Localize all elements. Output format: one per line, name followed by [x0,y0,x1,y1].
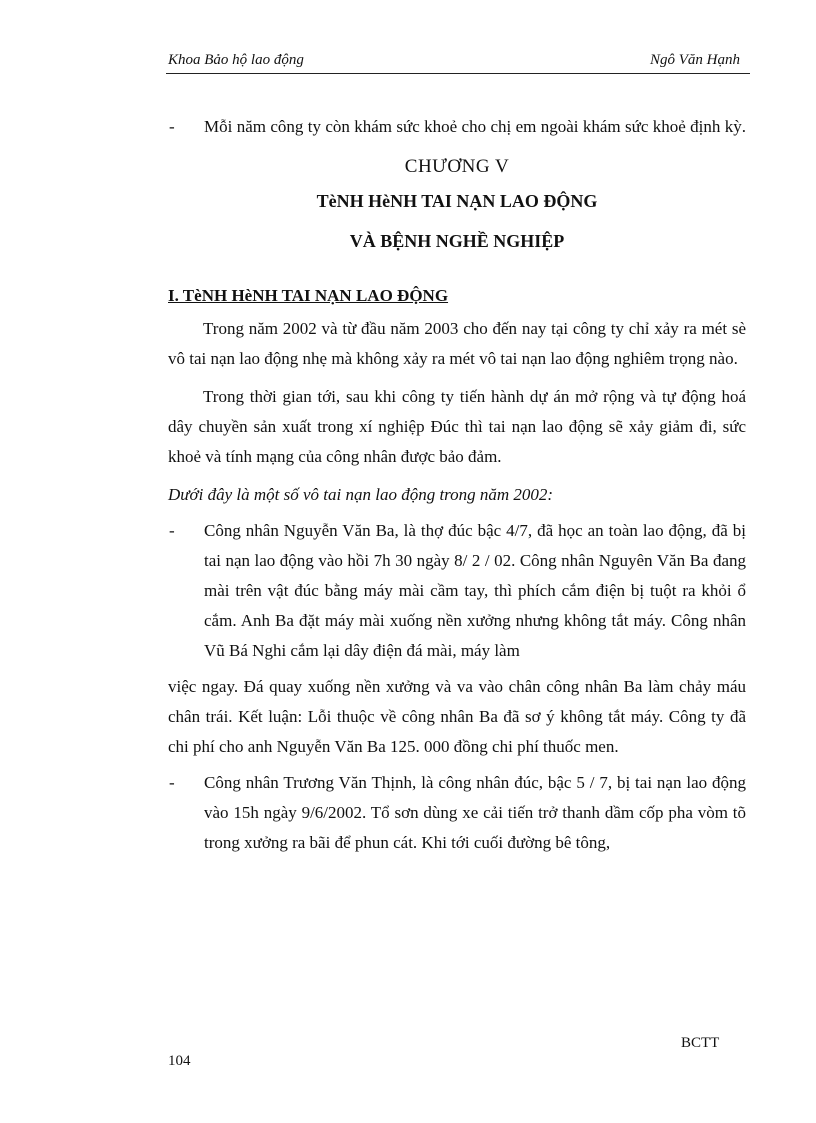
chapter-title-line1: TèNH HèNH TAI NẠN LAO ĐỘNG [316,191,598,211]
list-item-1 [168,516,746,666]
list-item-2-text: Công nhân Trương Văn Thịnh, là công nhân đúc, bậc 5 / 7, bị tai nạn lao động vào 15h ngày 9/6/2002. Tổ sơn dùng xe cải tiến trở thanh dầm cốp pha vòm tõ trong xưởng ra bãi để phun cát. Khi tới cuối đường bê tông, [204,773,746,852]
chapter-title-line2: VÀ BỆNH NGHỀ NGHIỆP [349,231,565,251]
list-intro: Dưới đây là một số vô tai nạn lao động trong năm 2002: [168,485,554,504]
footer-bctt: BCTT [681,1035,720,1051]
section-heading: I. TèNH HèNH TAI NẠN LAO ĐỘNG [168,286,449,305]
chapter-label: CHƯƠNG V [404,156,510,177]
list-dash: - [169,521,175,540]
list-dash: - [169,117,175,136]
list-item-2 [168,768,746,858]
header-right: Ngô Văn Hạnh [650,52,740,68]
header-left: Khoa Bảo hộ lao động [168,52,304,68]
page-number: 104 [168,1053,191,1069]
page-body [168,112,746,858]
header-rule [166,73,750,74]
list-dash: - [169,773,175,792]
list-item-1-text: Công nhân Nguyễn Văn Ba, là thợ đúc bậc 4/7, đã học an toàn lao động, đã bị tai nạn lao động vào hồi 7h 30 ngày 8/ 2 / 02. Công nhân Nguyên Văn Ba đang mài trên vật đúc bằng máy mài cầm tay, thì phích cắm điện bị tuột ra khỏi ổ cắm. Anh Ba đặt máy mài xuống nền xưởng nhưng không tắt máy. Công nhân Vũ Bá Nghi cắm lại dây điện đá mài, máy làm [204,521,746,660]
list-item-1-continuation: việc ngay. Đá quay xuống nền xưởng và va vào chân công nhân Ba làm chảy máu chân trái. Kết luận: Lỗi thuộc về công nhân Ba đã sơ ý không tắt máy. Công ty đã chi phí cho anh Nguyễn Văn Ba 125. 000 đồng chi phí thuốc men. [168,677,746,756]
intro-list-item [168,112,746,142]
intro-text: Mỗi năm công ty còn khám sức khoẻ cho chị em ngoài khám sức khoẻ định kỳ. [204,117,746,136]
paragraph-2: Trong thời gian tới, sau khi công ty tiến hành dự án mở rộng và tự động hoá dây chuyền sản xuất trong xí nghiệp Đúc thì tai nạn lao động sẽ xảy giảm đi, sức khoẻ và tính mạng của công nhân được bảo đảm. [168,387,746,466]
paragraph-1: Trong năm 2002 và từ đầu năm 2003 cho đến nay tại công ty chỉ xảy ra mét sè vô tai nạn lao động nhẹ mà không xảy ra mét vô tai nạn lao động nghiêm trọng nào. [168,319,746,368]
